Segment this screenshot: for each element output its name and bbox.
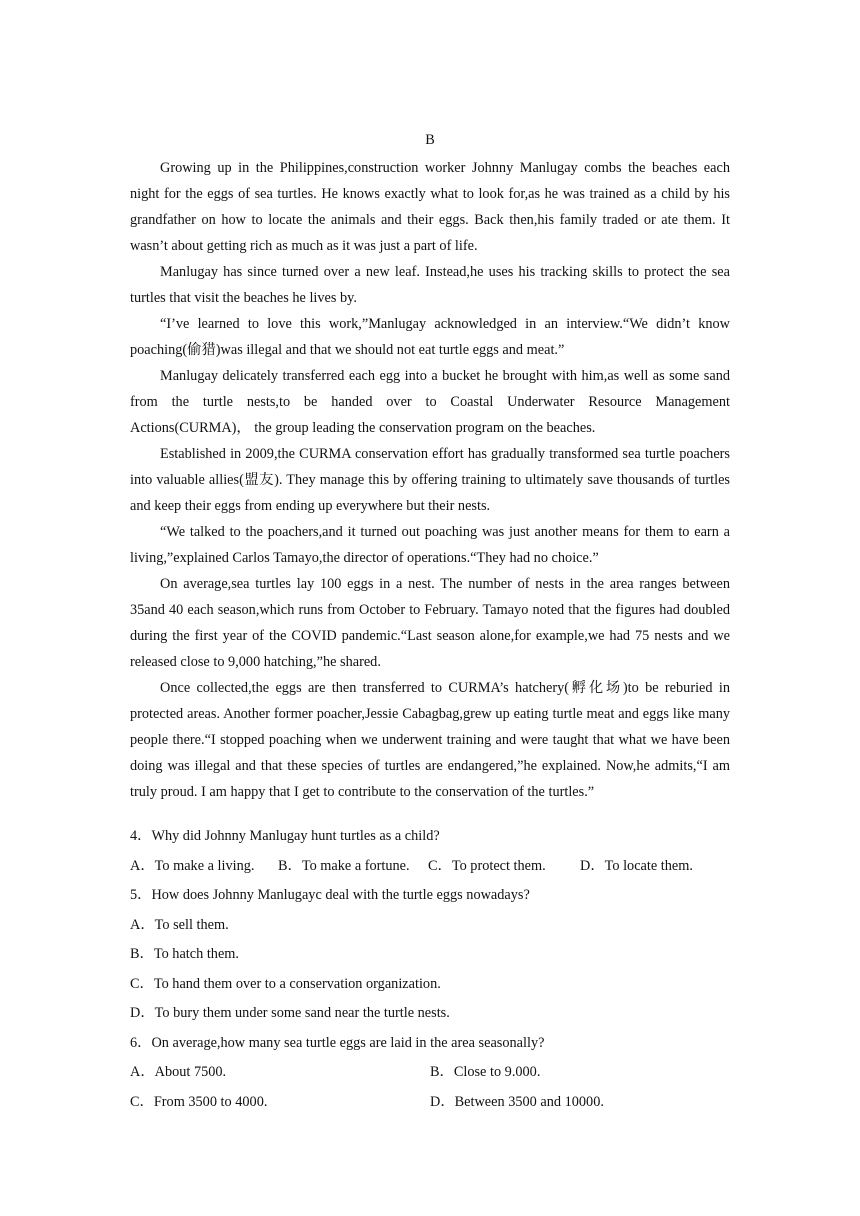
question-stem: 4．Why did Johnny Manlugay hunt turtles as a child? — [130, 828, 440, 844]
question-stem: 6．On average,how many sea turtle eggs are laid in the area seasonally? — [130, 1034, 545, 1051]
option-b: B．To make a fortune. — [278, 857, 410, 874]
option-c: C．To hand them over to a conservation organization. — [130, 975, 441, 992]
option-a: A．About 7500. — [130, 1064, 227, 1080]
option-row — [130, 1058, 730, 1088]
passage-paragraph: Manlugay delicately transferred each egg into a bucket he brought with him,as well as some sand from the turtle nests,to be handed over to Coastal Underwater Resource Management Actions(CURMA)， the group leading the conservation program on the beaches. — [130, 368, 730, 436]
option-b: B．To hatch them. — [130, 946, 239, 962]
passage-paragraph: “I’ve learned to love this work,”Manlugay acknowledged in an interview.“We didn’t know poaching(偷猎)was illegal and that we should not eat turtle eggs and meat.” — [130, 316, 730, 358]
option-d: D．Between 3500 and 10000. — [430, 1093, 604, 1110]
option-c: C．To protect them. — [428, 857, 546, 874]
option-a: A．To make a living. — [130, 857, 255, 874]
question-5 — [130, 881, 730, 1029]
passage-paragraph: Established in 2009,the CURMA conservation effort has gradually transformed sea turtle poachers into valuable allies(盟友). They manage this by offering training to ultimately save thousands of turtles and keep their eggs from ending up everywhere but their nests. — [130, 446, 730, 514]
question-4 — [130, 822, 730, 881]
section-label: B — [425, 132, 435, 148]
question-stem: 5．How does Johnny Manlugayc deal with the turtle eggs nowadays? — [130, 887, 530, 903]
passage-paragraph: “We talked to the poachers,and it turned out poaching was just another means for them to earn a living,”explained Carlos Tamayo,the director of operations.“They had no choice.” — [130, 524, 730, 566]
passage-paragraph: Once collected,the eggs are then transferred to CURMA’s hatchery(孵化场)to be reburied in protected areas. Another former poacher,Jessie Cabagbag,grew up eating turtle meat and eggs like many people there.“I stopped poaching when we underwent training and were taught that what we have been doing was illegal and that these species of turtles are endangered,”he explained. Now,he admits,“I am truly proud. I am happy that I get to contribute to the conservation of the turtles.” — [130, 680, 730, 800]
passage-paragraph: On average,sea turtles lay 100 eggs in a nest. The number of nests in the area ranges between 35and 40 each season,which runs from October to February. Tamayo noted that the figures had doubled during the first year of the COVID pandemic.“Last season alone,for example,we had 75 nests and we released close to 9,000 hatching,”he shared. — [130, 576, 730, 670]
option-d: D．To bury them under some sand near the turtle nests. — [130, 1005, 450, 1021]
option-c: C．From 3500 to 4000. — [130, 1093, 268, 1110]
passage-paragraph: Manlugay has since turned over a new leaf. Instead,he uses his tracking skills to protect the sea turtles that visit the beaches he lives by. — [130, 264, 730, 306]
question-list — [130, 822, 730, 1117]
option-b: B．Close to 9.000. — [430, 1064, 541, 1080]
question-6 — [130, 1029, 730, 1118]
option-d: D．To locate them. — [580, 857, 693, 874]
passage-paragraph: Growing up in the Philippines,construction worker Johnny Manlugay combs the beaches each night for the eggs of sea turtles. He knows exactly what to look for,as he was trained as a child by his grandfather on how to locate the animals and their eggs. Back then,his family traded or ate them. It wasn’t about getting rich as much as it was just a part of life. — [130, 160, 730, 254]
option-a: A．To sell them. — [130, 916, 229, 933]
option-row — [130, 852, 730, 882]
reading-passage — [130, 155, 730, 805]
option-row — [130, 1088, 730, 1118]
